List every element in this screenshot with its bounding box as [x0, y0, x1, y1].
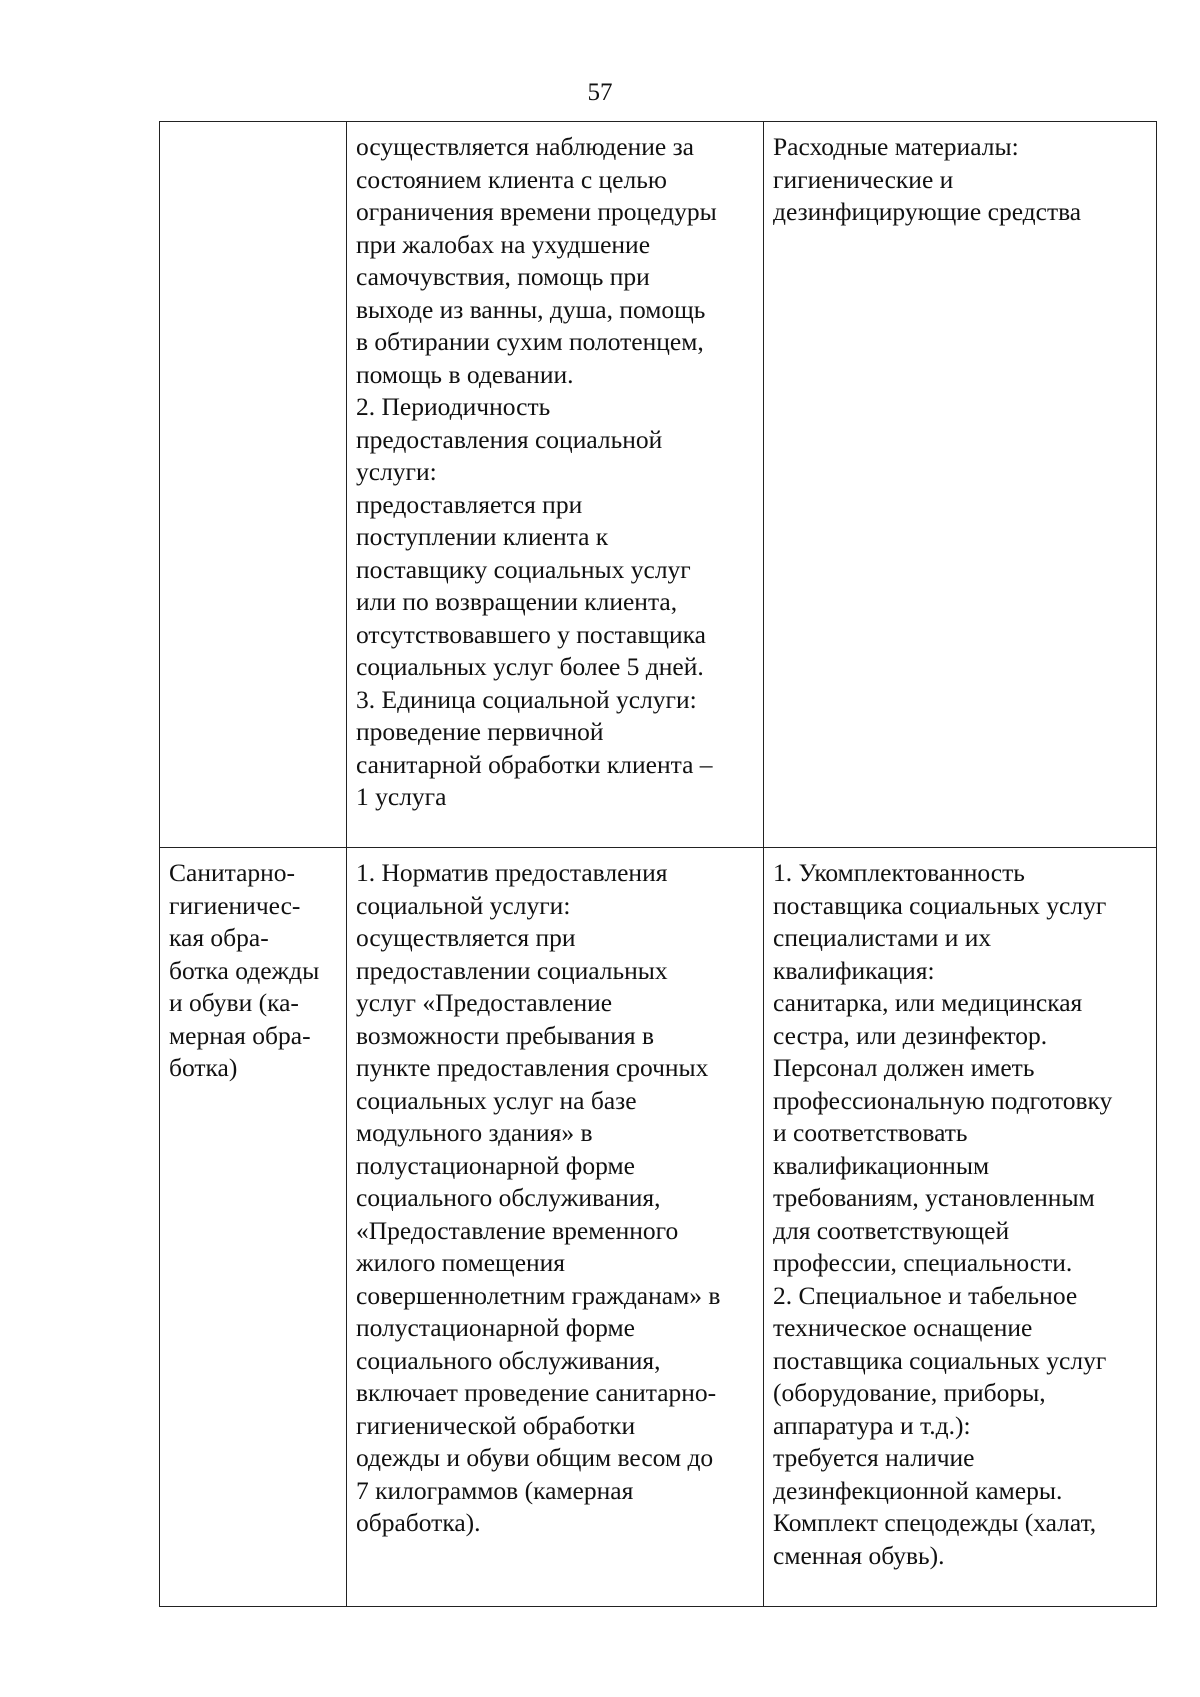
cell-text-line: социального обслуживания, [356, 1183, 661, 1212]
cell-text-line: пункте предоставления срочных [356, 1053, 709, 1082]
cell-text-line: полустационарной форме [356, 1313, 635, 1342]
cell-text-line: санитарка, или медицинская [773, 988, 1083, 1017]
cell-text-line: гигиенической обработки [356, 1410, 636, 1440]
cell-text-line: 2. Периодичность [356, 392, 551, 421]
cell-text-line: состоянием клиента с целью [356, 164, 667, 194]
cell-text-line: включает проведение санитарно- [356, 1378, 717, 1407]
cell-text-line: и соответствовать [773, 1118, 968, 1147]
cell-text-line: 1 услуга [356, 782, 447, 811]
cell-text-line: социальных услуг более 5 дней. [356, 652, 704, 681]
cell-text-line: квалификация: [773, 955, 935, 985]
cell-text-line: поступлении клиента к [356, 522, 609, 551]
cell-text-line: отсутствовавшего у поставщика [356, 619, 706, 649]
cell-text-line: выходе из ванны, душа, помощь [356, 294, 706, 324]
service-conditions-cell [764, 122, 1157, 848]
cell-text-line: 1. Норматив предоставления [356, 858, 668, 887]
cell-text-line: кая обра- [169, 923, 269, 952]
cell-text-line: техническое оснащение [773, 1313, 1033, 1342]
cell-text-line: обработка). [356, 1508, 481, 1537]
cell-text-line: профессии, специальности. [773, 1248, 1073, 1277]
cell-text-line: (оборудование, приборы, [773, 1378, 1046, 1407]
cell-text-line: дезинфекционной камеры. [773, 1475, 1063, 1505]
table-row [160, 122, 1157, 848]
cell-text-line: Персонал должен иметь [773, 1053, 1035, 1082]
cell-text-line: сменная обувь). [773, 1540, 945, 1570]
page-number: 57 [587, 79, 613, 106]
cell-text-line: помощь в одевании. [356, 359, 574, 389]
cell-text-line: санитарной обработки клиента – [356, 749, 713, 779]
cell-text-line: услуги: [356, 457, 437, 486]
cell-text-line: гигиенические и [773, 164, 954, 194]
cell-text-line: поставщика социальных услуг [773, 890, 1107, 920]
cell-text-line: ботка) [169, 1053, 238, 1082]
cell-text-line: аппаратура и т.д.): [773, 1410, 971, 1440]
cell-text-line: квалификационным [773, 1150, 990, 1180]
cell-text-line: 3. Единица социальной услуги: [356, 684, 697, 714]
service-description-cell [347, 848, 764, 1607]
services-table [159, 121, 1157, 1607]
cell-text-line: в обтирании сухим полотенцем, [356, 327, 704, 356]
cell-text-line: специалистами и их [773, 923, 992, 952]
cell-text-line: 7 килограммов (камерная [356, 1475, 634, 1505]
cell-text-line: «Предоставление временного [356, 1215, 679, 1245]
cell-text-line: модульного здания» в [356, 1118, 593, 1147]
cell-text-line: полустационарной форме [356, 1150, 635, 1180]
cell-text-line: возможности пребывания в [356, 1020, 654, 1050]
cell-text-line: социальных услуг на базе [356, 1085, 637, 1115]
cell-text-line: услуг «Предоставление [356, 988, 613, 1017]
cell-text-line: проведение первичной [356, 717, 604, 746]
cell-text-line: совершеннолетним гражданам» в [356, 1280, 721, 1310]
service-description-cell [347, 122, 764, 848]
cell-text-line: жилого помещения [356, 1248, 566, 1277]
cell-text-line: осуществляется при [356, 923, 576, 952]
cell-text-line: или по возвращении клиента, [356, 587, 678, 616]
cell-text-line: предоставлении социальных [356, 955, 668, 985]
cell-text-line: ботка одежды [169, 955, 320, 985]
cell-text-line: мерная обра- [169, 1020, 311, 1050]
cell-text-line: самочувствия, помощь при [356, 262, 650, 291]
cell-text-line: ограничения времени процедуры [356, 197, 717, 226]
cell-text-line: гигиеничес- [169, 890, 301, 920]
cell-text-line: профессиональную подготовку [773, 1085, 1113, 1115]
cell-text-line: для соответствующей [773, 1215, 1010, 1245]
cell-text-line: поставщика социальных услуг [773, 1345, 1107, 1375]
cell-text-line: Санитарно- [169, 858, 296, 887]
cell-text-line: социального обслуживания, [356, 1345, 661, 1375]
service-conditions-cell [764, 848, 1157, 1607]
table-row [160, 848, 1157, 1607]
cell-text-line: 1. Укомплектованность [773, 858, 1025, 887]
cell-text-line: при жалобах на ухудшение [356, 229, 651, 259]
cell-text-line: требуется наличие [773, 1443, 975, 1472]
cell-text-line: предоставления социальной [356, 424, 663, 454]
service-name-cell [160, 122, 347, 848]
service-name-cell [160, 848, 347, 1607]
cell-text-line: 2. Специальное и табельное [773, 1280, 1078, 1310]
cell-text-line: осуществляется наблюдение за [356, 132, 694, 161]
cell-text-line: требованиям, установленным [773, 1183, 1095, 1212]
cell-text-line: Комплект спецодежды (халат, [773, 1508, 1097, 1537]
cell-text-line: дезинфицирующие средства [773, 197, 1082, 226]
cell-text-line: и обуви (ка- [169, 988, 299, 1017]
cell-text-line: предоставляется при [356, 489, 583, 519]
cell-text-line: Расходные материалы: [773, 132, 1019, 161]
cell-text-line: социальной услуги: [356, 890, 571, 920]
cell-text-line: поставщику социальных услуг [356, 554, 691, 584]
cell-text-line: сестра, или дезинфектор. [773, 1020, 1048, 1050]
cell-text-line: одежды и обуви общим весом до [356, 1443, 714, 1472]
